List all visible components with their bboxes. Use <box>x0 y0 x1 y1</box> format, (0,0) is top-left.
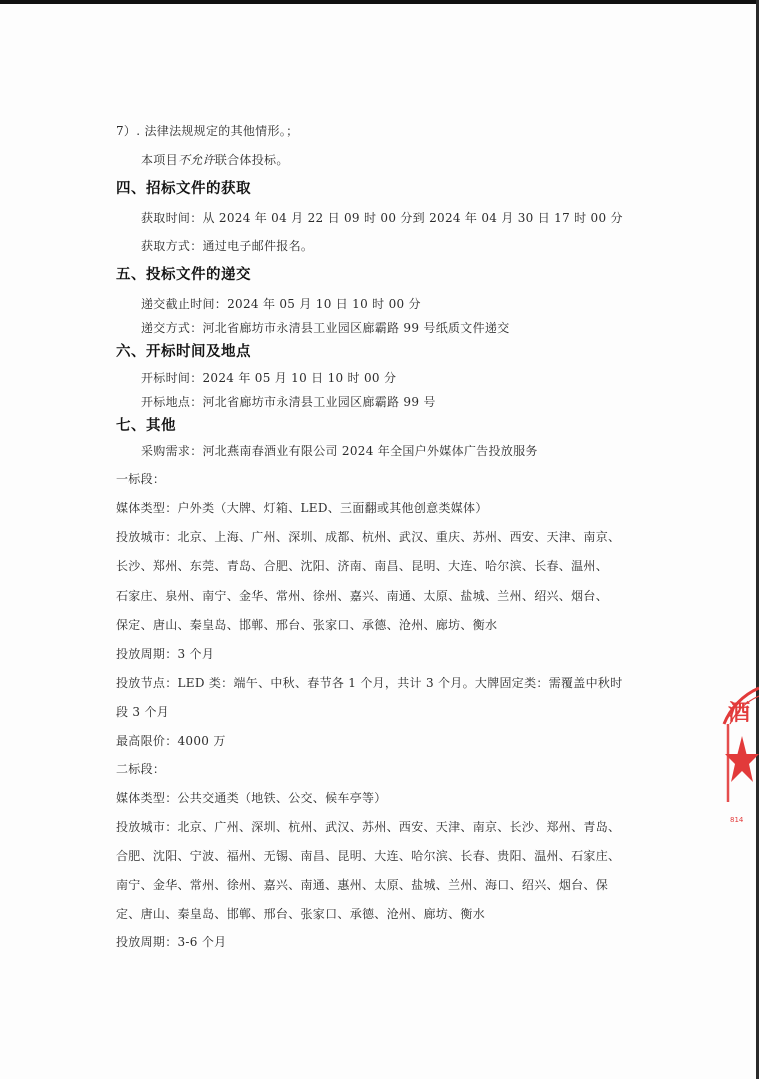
section4-time: 获取时间：从 2024 年 04 月 22 日 09 时 00 分到 2024 年 04 月 30 日 17 时 00 分 <box>141 211 623 225</box>
lot2-cities-line4: 定、唐山、秦皇岛、邯郸、邢台、张家口、承德、沧州、廊坊、衡水 <box>116 907 486 921</box>
lot1-media: 媒体类型：户外类（大牌、灯箱、LED、三面翻或其他创意类媒体） <box>116 501 488 515</box>
lot1-cities-line3: 石家庄、泉州、南宁、金华、常州、徐州、嘉兴、南通、太原、盐城、兰州、绍兴、烟台、 <box>116 589 609 603</box>
item-7: 7）. 法律法规规定的其他情形。； <box>116 124 299 138</box>
seal-graphic <box>722 684 759 834</box>
section4-title: 四、招标文件的获取 <box>116 181 251 197</box>
section5-method: 递交方式：河北省廊坊市永清县工业园区廊霸路 99 号纸质文件递交 <box>141 321 510 335</box>
company-seal <box>722 684 759 834</box>
consortium-suffix: 联合体投标。 <box>214 153 289 167</box>
svg-text:814: 814 <box>730 816 744 824</box>
lot1-price: 最高限价：4000 万 <box>116 734 226 748</box>
section5-title: 五、投标文件的递交 <box>116 267 251 283</box>
lot2-cities-line3: 南宁、金华、常州、徐州、嘉兴、南通、惠州、太原、盐城、兰州、海口、绍兴、烟台、保 <box>116 878 609 892</box>
lot1-nodes-line1: 投放节点：LED 类：端午、中秋、春节各 1 个月，共计 3 个月。大牌固定类：需覆盖中秋时 <box>116 676 623 690</box>
section5-deadline: 递交截止时间：2024 年 05 月 10 日 10 时 00 分 <box>141 297 421 311</box>
lot2-media: 媒体类型：公共交通类（地铁、公交、候车亭等） <box>116 791 387 805</box>
svg-text:酒: 酒 <box>728 700 751 726</box>
lot1-cities-line1: 投放城市：北京、上海、广州、深圳、成都、杭州、武汉、重庆、苏州、西安、天津、南京、 <box>116 530 621 544</box>
lot1-period: 投放周期：3 个月 <box>116 647 215 661</box>
lot2-cities-line1: 投放城市：北京、广州、深圳、杭州、武汉、苏州、西安、天津、南京、长沙、郑州、青岛、 <box>116 820 621 834</box>
section6-place: 开标地点：河北省廊坊市永清县工业园区廊霸路 99 号 <box>141 395 436 409</box>
lot1-title: 一标段： <box>116 472 166 486</box>
lot2-title: 二标段： <box>116 762 166 776</box>
consortium-italic: 不允许 <box>177 153 215 167</box>
lot1-cities-line4: 保定、唐山、秦皇岛、邯郸、邢台、张家口、承德、沧州、廊坊、衡水 <box>116 618 498 632</box>
section6-time: 开标时间：2024 年 05 月 10 日 10 时 00 分 <box>141 371 397 385</box>
lot1-nodes-line2: 段 3 个月 <box>116 705 170 719</box>
lot2-period: 投放周期：3-6 个月 <box>116 935 227 949</box>
consortium-prefix: 本项目 <box>141 153 178 167</box>
section4-method: 获取方式：通过电子邮件报名。 <box>141 239 314 253</box>
lot2-cities-line2: 合肥、沈阳、宁波、福州、无锡、南昌、昆明、大连、哈尔滨、长春、贵阳、温州、石家庄、 <box>116 849 621 863</box>
procurement-demand: 采购需求：河北燕南春酒业有限公司 2024 年全国户外媒体广告投放服务 <box>141 444 538 458</box>
page-top-border <box>0 0 759 4</box>
section6-title: 六、开标时间及地点 <box>116 344 251 360</box>
lot1-cities-line2: 长沙、郑州、东莞、青岛、合肥、沈阳、济南、南昌、昆明、大连、哈尔滨、长春、温州、 <box>116 559 609 573</box>
consortium-note <box>141 152 289 168</box>
section7-title: 七、其他 <box>116 418 176 434</box>
